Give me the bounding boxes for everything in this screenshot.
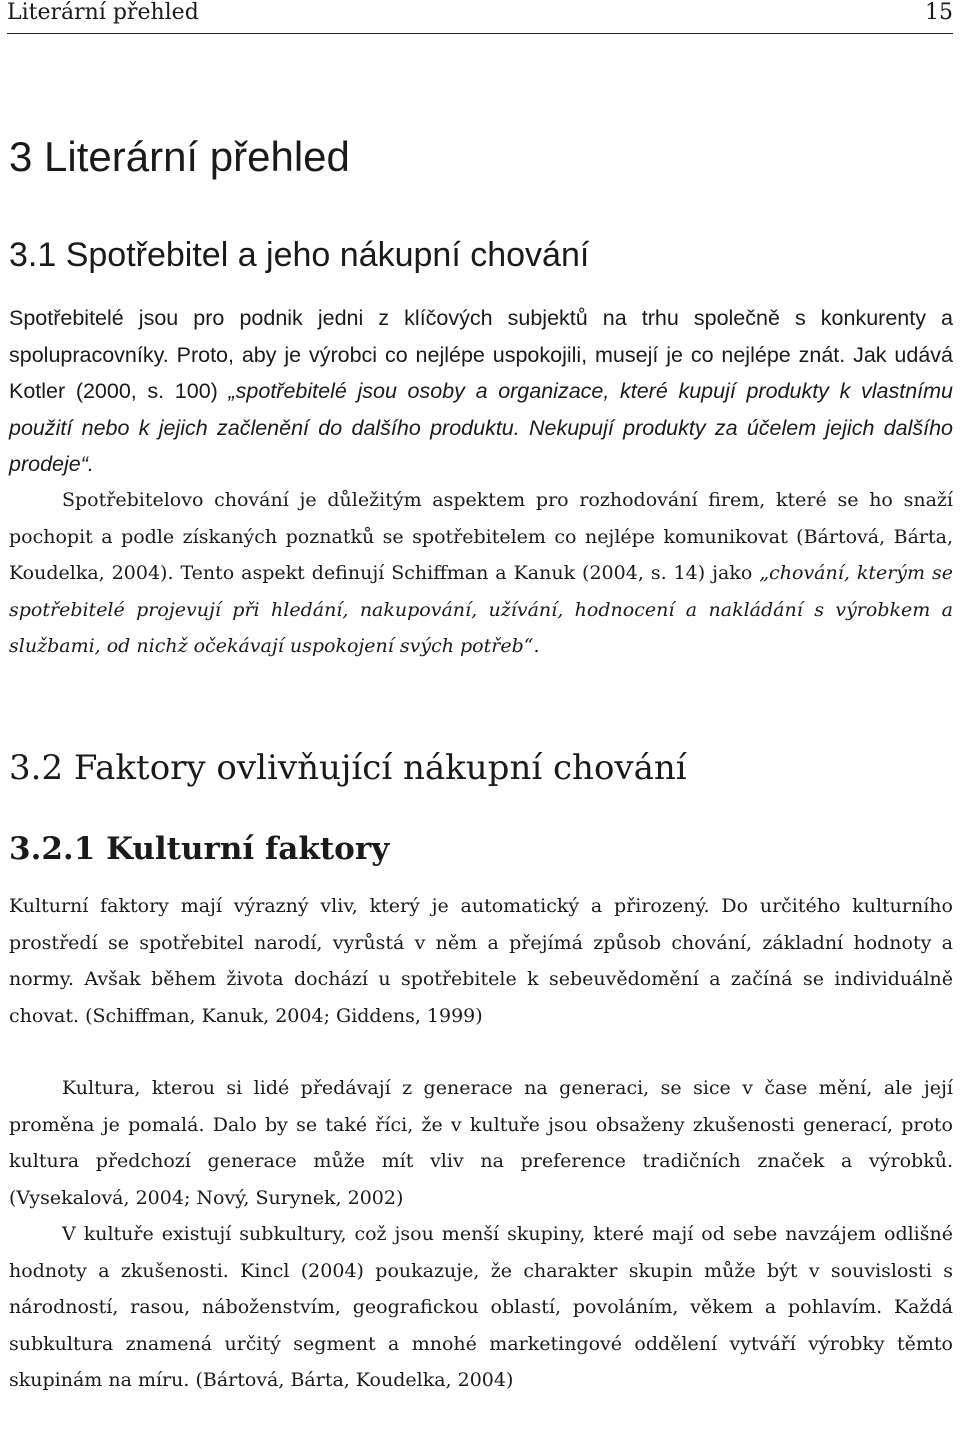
paragraph-culture-change: Kultura, kterou si lidé předávají z generace na generaci, se sice v čase mění, ale její proměna je pomalá. Dalo by se také říci, že v kultuře jsou obsaženy zkušenosti generací, proto kultura předchozí generace může mít vliv na preference tradičních značek a výrobků. (Vysekalová, 2004; Nový, Surynek, 2002) — [9, 1077, 953, 1209]
section-heading-3-1: 3.1 Spotřebitel a jeho nákupní chování — [9, 236, 590, 274]
running-header — [7, 0, 953, 34]
paragraph-end: . — [533, 635, 540, 657]
paragraph-text: Spotřebitelé jsou pro podnik jedni z klíčových subjektů na trhu společně s konkurenty a spolupracovníky. Proto, aby je výrobci co nejlépe uspokojili, musejí je co nejlépe znát. Jak udává Kotler (2000, s. 100) — [9, 306, 953, 403]
paragraph-consumer-behavior — [9, 482, 953, 665]
kotler-quote: „spotřebitelé jsou osoby a organizace, které kupují produkty k vlastnímu použití nebo k jejich začlenění do dalšího produktu. Nekupují produkty za účelem jejich dalšího prodeje“. — [9, 379, 953, 476]
paragraph-cultural-factors: Kulturní faktory mají výrazný vliv, který je automatický a přirozený. Do určitého kulturního prostředí se spotřebitel narodí, vyrůstá v něm a přejímá způsob chování, základní hodnoty a normy. Avšak během života dochází u spotřebitele k sebeuvědomění a začíná se individuálně chovat. (Schiffman, Kanuk, 2004; Giddens, 1999) — [9, 895, 953, 1027]
chapter-heading: 3 Literární přehled — [9, 133, 350, 180]
section-heading-3-2: 3.2 Faktory ovlivňující nákupní chování — [9, 748, 687, 788]
paragraph-consumer-definition — [9, 300, 953, 483]
paragraph-subcultures: V kultuře existují subkultury, což jsou menší skupiny, které mají od sebe navzájem odlišné hodnoty a zkušenosti. Kincl (2004) poukazuje, že charakter skupin může být v souvislosti s národností, rasou, náboženstvím, geografickou oblastí, povoláním, věkem a pohlavím. Každá subkultura znamená určitý segment a mnohé marketingové oddělení vytváří výrobky těmto skupinám na míru. (Bártová, Bárta, Koudelka, 2004) — [9, 1223, 953, 1391]
paragraph-text: Spotřebitelovo chování je důležitým aspektem pro rozhodování firem, které se ho snaží pochopit a podle získaných poznatků se spotřebitelem co nejlépe komunikovat (Bártová, Bárta, Koudelka, 2004). Tento aspekt definují Schiffman a Kanuk (2004, s. 14) jako — [9, 489, 953, 584]
page-number: 15 — [925, 0, 953, 25]
subsection-heading-3-2-1: 3.2.1 Kulturní faktory — [9, 831, 390, 867]
schiffman-quote: „chování, kterým se spotřebitelé projevují při hledání, nakupování, užívání, hodnocení a nakládání s výrobkem a službami, od nichž očekávají uspokojení svých potřeb“ — [9, 562, 954, 657]
running-header-title: Literární přehled — [7, 0, 199, 25]
